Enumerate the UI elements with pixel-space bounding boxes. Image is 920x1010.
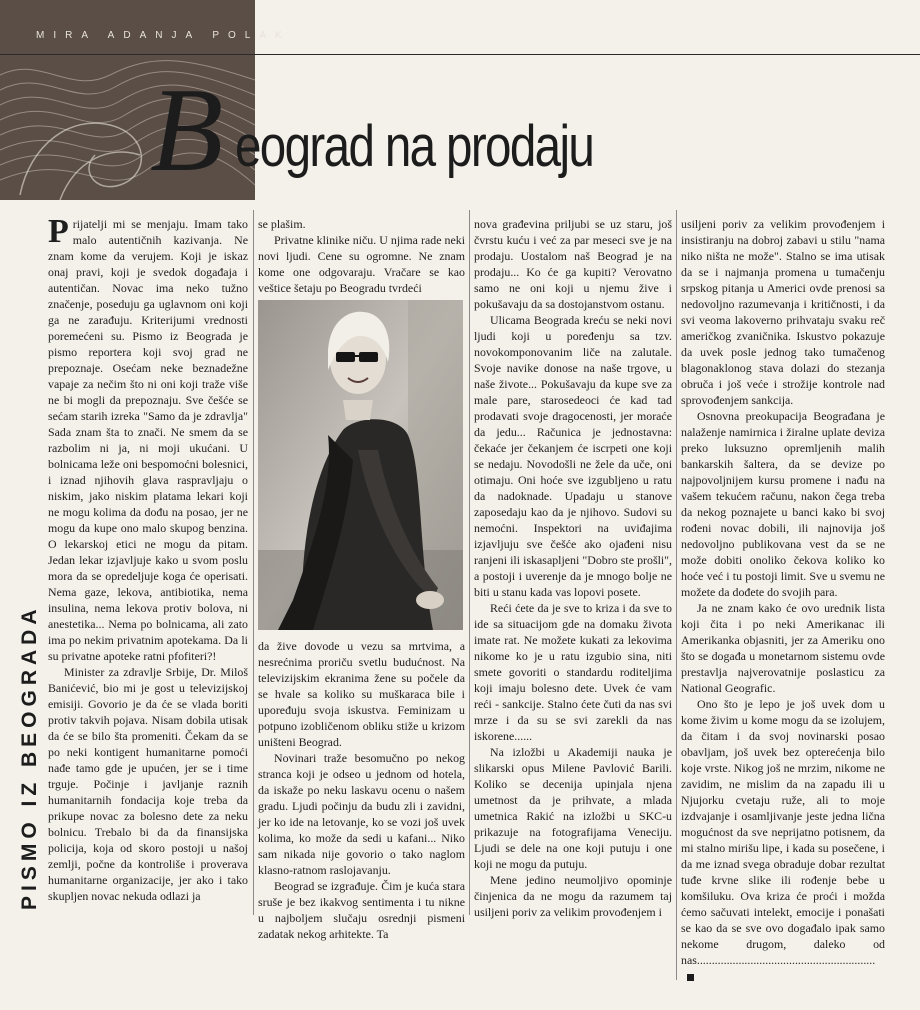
author-name: MIRA ADANJA POLAK (36, 30, 291, 41)
paragraph: Prijatelji mi se menjaju. Imam tako malo autentičnih kazivanja. Ne znam kome da verujem. Koji je iskaz onaj pravi, koji je svedok događaja i autentičan. Novac ima neko tužno značenje, poseduju ga uglavnom oni koji ga ne zarađuju. Kriterijumi vrednosti poremećeni su. Pismo iz Beograda je pismo reportera koji svoj grad ne prepoznaje. Osećam neke beznadežne vapaje za nečim što ni oni koji traže više ne bi mogli da prepoznaju. Sve češće se sećam starih izreka "Samo da je zdravlja" Sada znam šta to znači. Ne smem da se razbolim ni ja, ni moji ukućani. U bolnicama leže oni bespomoćni bolesnici, i iznad njihovih glava raspravljaju o niskim, jako niskim platama lekari koji ne mogu kolima da dođu na posao, jer ne mogu da kupe ono malo skupog benzina. O lekarskoj etici ne mogu da pitam. Jedan lekar izjavljuje kako u svom poslu mora da se opredeljuje koga će operisati. Nema gaze, lekova, antibiotika, nema insulina, nema lekova protiv bolova, ni anestetika... Nema po bolnicama, ali zato ima po nekim privatnim apotekama. Da li su privatne apoteke ratni pfofiteri?! (48, 213, 248, 663)
paragraph: Ono što je lepo je još uvek dom u kome živim u kome mogu da se izolujem, da čitam i da svoj novinarski posao obavljam, još uvek bez opterećenja bilo koje vrste. Nikog još ne mrzim, nikome ne zavidim, ne mislim da na zapadu ili u Njujorku cvetaju ruže, ali to moje izdvajanje i osamljivanje jeste jedna lična mogućnost da sve neprijatno potisnem, da mi stalno mirišu lipe, i kada su posečene, i da me iznad svega obraduje dobar rezultat tuđe krvne slike ili rođenje bebe u komšiluku. Ova kriza će proći i možda ćemo sačuvati intelekt, emocije i ponašati se kao da se sve ovo događalo ipak samo nekome drugom, daleko od nas............................................................ (681, 696, 885, 984)
paragraph: Osnovna preokupacija Beograđana je nalaženje namirnica i žiralne uplate deviza preko luksuzno opremljenih malih bankarskih šaltera, da se devize po najpovoljnijem kursu promene i nađu na vašem tekućem računu, nakon čega treba da nekog poznajete u banci kako bi svoj rođeni novac dobili, ili najnovija još nedovoljno publikovana vest da se ne može dobiti onoliko čekova koliko ko hoće već i tu postoji limit. Sve u svemu ne možete da dođete do svojih para. (681, 409, 885, 599)
paragraph: usiljeni poriv za velikim provođenjem i insistiranju na dobroj zabavi u stilu "nama niko ništa ne može". Stalno se ima utisak da se i najmanja promena u tumačenju srpskog pitanja u Americi ovde prenosi sa nedovoljno razumevanja i kritičnosti, i da svi veoma lakoverno prihvataju svaku reč američkog zvaničnika. Iskustvo pokazuje da uvek posle jednog tako tumačenog blagonaklonog stava dolazi do stezanja obruča i još veće i strožije kontrole nad sprovođenjem sankcija. (681, 217, 885, 407)
article-column-1 (48, 213, 248, 904)
column-divider (469, 210, 470, 915)
column-divider (253, 210, 254, 915)
paragraph: da žive dovode u vezu sa mrtvima, a nesrećnima proriču svetlu budućnost. Na televizijskim ekranima žene su počele da se hvale sa koliko su muškaraca bile i upoređuju svoja iskustva. Feminizam u potpuno izobličenom obliku stiže u krizom uništeni Beograd. (258, 639, 465, 749)
portrait-image (258, 300, 463, 630)
drop-cap: P (48, 213, 69, 250)
paragraph: Novinari traže besomučno po nekog stranca koji je odseo u jednom od hotela, da iskaže po neku laskavu ocenu o našem gradu. Ljudi počinju da budu zli i zavidni, jer ko ide na letovanje, ko se vozi još uvek kolima, ko može da sedi u kafani... Niko sam nikada nije govorio o tako naglom klasno-ratnom raslojavanju. (258, 751, 465, 877)
article-column-3 (474, 216, 672, 920)
paragraph: Mene jedino neumoljivo opominje činjenica da ne mogu da razumem taj usiljeni poriv za velikim provođenjem i (474, 873, 672, 919)
paragraph: Beograd se izgrađuje. Čim je kuća stara sruše je bez ikakvog sentimenta i tu nikne u najboljem slučaju osrednji pismeni zadatak nekog arhitekte. Ta (258, 879, 465, 941)
paragraph: Ulicama Beograda kreću se neki novi ljudi koji u poređenju sa tzv. novokomponovanim liče na zalutale. Svoje navike donose na naše trgove, u naše živote... Pokušavaju da kupe sve za male pare, starosedeoci će kad tad prodavati svoje dragocenosti, jer moraće da jedu... Računica je jednostavna: čekaće jer čekanjem će iscrpeti one koji se nedaju. Novodošli ne žele da uče, oni otimaju. Oni hoće sve izgubljeno u ratu da nadoknade. Upadaju u stanove zaposedaju kao da je njihovo. Sudovi su nemoćni. Inspektori na uviđajima izjavljuju sve češće ako ojađeni nisu ranjeni ili iskasapljeni "Dobro ste prošli", a postoji i uverenje da je mnogo bolje ne biti u stanu kada vas lopovi posete. (474, 313, 672, 599)
title-text: eograd na prodaju (235, 114, 594, 179)
paragraph: Privatne klinike niču. U njima rade neki novi ljudi. Cene su ogromne. Ne znam kome one odgovaraju. Vračare se kao veštice šetaju po Beogradu tvrdeći (258, 233, 465, 295)
article-column-4 (681, 216, 885, 984)
section-label-text: PISMO IZ BEOGRADA (18, 604, 41, 910)
section-label (18, 604, 42, 910)
title-initial: B (150, 63, 224, 196)
paragraph: nova građevina priljubi se uz staru, još čvrstu kuću i već za par meseci sve je na prodaju. Uostalom naš Beograd je na prodaju... Ko će ga kupiti? Verovatno samo ne oni koji u njemu žive i pokušavaju da sa dostojanstvom ostanu. (474, 217, 672, 311)
paragraph: Na izložbi u Akademiji nauka je slikarski opus Milene Pavlović Barili. Koliko se decenija upinjala njena umetnost da je prihvate, a mlada umetnica Rakić na izložbi u SKC-u prikazuje na fotografijama Veneciju. Ljudi se dele na one koji putuju i one koji ne mogu da putuju. (474, 745, 672, 871)
paragraph: Ja ne znam kako će ovo urednik lista koji čita i po neki Amerikanac ili Amerikanka objasniti, jer za Ameriku ono što se događa u monetarnom sistemu ovde prestavlja najverovatnije poslasticu za National Geografic. (681, 601, 885, 695)
column-divider (676, 210, 677, 980)
end-mark (687, 974, 694, 981)
author-photo (258, 300, 463, 630)
paragraph: Reći ćete da je sve to kriza i da sve to ide sa situacijom gde na domaku života imate rat. Ne možete kukati za lekovima nikome ko je u ratu izgubio sina, niti smete govoriti o standardu roditeljima koji imaju bolesno dete. Uvek će vam reći - sankcije. Stalno ćete čuti da nas svi mrze i da su se svi zarekli da nas iskorene...... (474, 601, 672, 743)
paragraph: se plašim. (258, 217, 306, 231)
paragraph: Minister za zdravlje Srbije, Dr. Miloš Banićević, bio mi je gost u televizijskoj emisiji. Govorio je da će se vlada boriti protiv takvih pojava. Nisam dobila utisak da će se bilo šta promeniti. Čekam da se po neki kontigent humanitarne pomoći nađe tamo gde je upućen, jer se i time trguje. Počinje i javljanje raznih humanitarnih fondacija koje treba da prikupe novac za bolesno dete za neku bolnicu. Trebalo bi da da finansijska policija, koja od skoro postoji u našoj zemlji, počne da kontroliše i proverava humanitarne organizacije, jer ako i tako skupljen novac nekuda odlazi ja (48, 665, 248, 903)
article-column-2 (258, 216, 465, 942)
header-rule (0, 54, 920, 55)
